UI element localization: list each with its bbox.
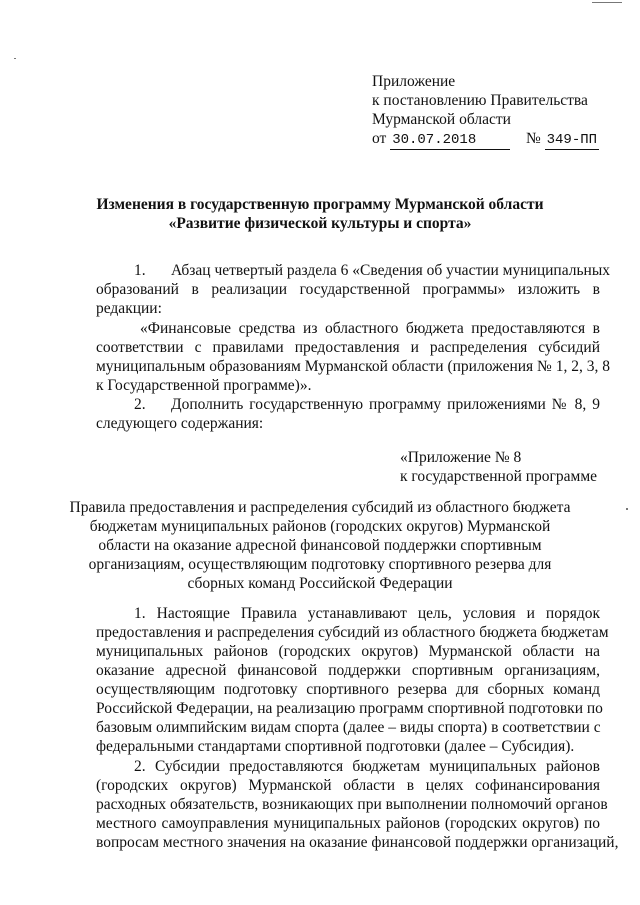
p1-line-7: базовым олимпийским видам спорта (далее – виды спорта) в соответствии с — [96, 719, 601, 736]
scan-mark-top — [592, 2, 622, 3]
p2-line-2: (городских округов) Мурманской области в целях софинансирования — [96, 777, 600, 794]
rules-title-line-1: Правила предоставления и распределения субсидий из областного бюджета — [69, 499, 571, 516]
scan-speck-right — [626, 508, 628, 510]
rules-title-line-3: области на оказание адресной финансовой поддержки спортивным — [98, 537, 542, 554]
number-prefix: № — [525, 130, 541, 147]
quote-line-3: муниципальным образованиям Мурманской области (приложения № 1, 2, 3, 8 — [96, 358, 610, 375]
appendix-label-line-1: «Приложение № 8 — [400, 449, 522, 466]
item-1-line-2: образований в реализации государственной программы» изложить в — [96, 281, 600, 298]
item-1-line-3: редакции: — [96, 300, 162, 317]
quote-line-1: «Финансовые средства из областного бюджета предоставляются в — [140, 320, 600, 337]
scan-speck-left — [14, 58, 16, 59]
p1-line-4: оказание адресной финансовой поддержки спортивным организациям, — [96, 662, 600, 679]
item-2-number: 2. — [134, 396, 146, 413]
header-date-line — [372, 130, 599, 150]
document-date: 30.07.2018 — [390, 131, 510, 150]
rules-title-line-5: сборных команд Российской Федерации — [187, 575, 453, 592]
header-resolution-label: к постановлению Правительства — [372, 92, 588, 109]
title-line-1: Изменения в государственную программу Мурманской области — [96, 196, 544, 213]
p2-line-5: вопросам местного значения на оказание финансовой поддержки организаций, — [96, 834, 619, 851]
item-1-line-1: Абзац четвертый раздела 6 «Сведения об участии муниципальных — [171, 262, 610, 279]
quote-line-4: к Государственной программе)». — [96, 377, 312, 394]
rules-title-line-4: организациям, осуществляющим подготовку спортивного резерва для — [88, 556, 552, 573]
item-2-line-2: следующего содержания: — [96, 415, 264, 432]
p1-line-6: Российской Федерации, на реализацию программ спортивной подготовки по — [96, 700, 603, 717]
header-region-label: Мурманской области — [372, 111, 511, 128]
p1-line-3: муниципальных районов (городских округов) Мурманской области на — [96, 643, 600, 660]
item-1-number: 1. — [134, 262, 146, 279]
p1-line-8: федеральными стандартами спортивной подготовки (далее – Субсидия). — [96, 738, 575, 755]
rules-title-line-2: бюджетам муниципальных районов (городских округов) Мурманской — [89, 518, 551, 535]
appendix-label-line-2: к государственной программе — [400, 468, 598, 485]
title-line-2: «Развитие физической культуры и спорта» — [168, 215, 472, 232]
quote-line-2: соответствии с правилами предоставления и распределения субсидий — [96, 339, 600, 356]
p2-line-3: расходных обязательств, возникающих при выполнении полномочий органов — [96, 796, 608, 813]
p1-line-5: осуществляющим подготовку спортивного резерва для сборных команд — [96, 681, 600, 698]
p1-line-1: 1. Настоящие Правила устанавливают цель, условия и порядок — [134, 605, 600, 622]
date-prefix: от — [372, 130, 387, 147]
document-number: 349-ПП — [546, 132, 598, 148]
header-appendix-label: Приложение — [372, 73, 456, 90]
p1-line-2: предоставления и распределения субсидий из областного бюджета бюджетам — [96, 624, 609, 641]
item-2-line-1: Дополнить государственную программу приложениями № 8, 9 — [171, 396, 600, 413]
p2-line-4: местного самоуправления муниципальных районов (городских округов) по — [96, 815, 600, 832]
p2-line-1: 2. Субсидии предоставляются бюджетам муниципальных районов — [134, 758, 600, 775]
